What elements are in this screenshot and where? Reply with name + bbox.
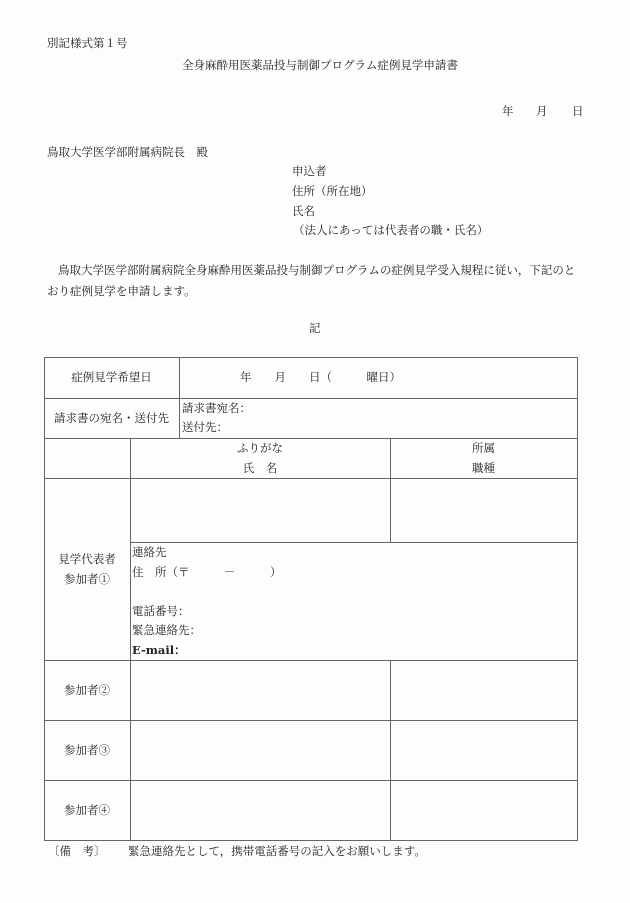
remarks-text: 緊急連絡先として，携帯電話番号の記入をお願いします。 xyxy=(128,844,426,858)
contact-title: 連絡先 xyxy=(132,545,167,559)
participant-2-label: 参加者② xyxy=(64,683,110,697)
desired-date-label: 症例見学希望日 xyxy=(71,370,152,384)
invoice-label: 請求書の宛名・送付先 xyxy=(54,411,169,425)
rep-name-field[interactable] xyxy=(131,479,390,542)
date-month: 月 xyxy=(536,104,548,118)
participant-2-affiliation-field[interactable] xyxy=(391,661,577,720)
applicant-name-label: 氏名 xyxy=(292,204,315,218)
col-header-job: 職種 xyxy=(472,461,495,475)
participant-3-name-field[interactable] xyxy=(131,721,390,780)
participant-4-name-field[interactable] xyxy=(131,781,390,840)
rep-label-line1: 見学代表者 xyxy=(58,552,116,566)
contact-phone-field[interactable]: 電話番号： xyxy=(132,604,190,618)
table-border xyxy=(44,840,578,841)
table-border xyxy=(44,357,578,358)
ki-heading: 記 xyxy=(309,321,321,335)
table-border xyxy=(130,542,578,543)
remarks-label: 〔備 考〕 xyxy=(48,844,106,858)
date-day: 日 xyxy=(572,104,584,118)
col-header-affiliation: 所属 xyxy=(472,441,495,455)
participant-2-name-field[interactable] xyxy=(131,661,390,720)
contact-email-field[interactable]: E-mail： xyxy=(132,643,186,657)
invoice-send-to-field[interactable]: 送付先： xyxy=(182,420,228,434)
page-title: 全身麻酔用医薬品投与制御プログラム症例見学申請書 xyxy=(182,58,458,72)
col-header-name: 氏 名 xyxy=(242,461,278,475)
applicant-address-label: 住所（所在地） xyxy=(292,184,373,198)
participant-4-label: 参加者④ xyxy=(64,803,110,817)
table-border xyxy=(577,357,578,841)
rep-affiliation-field[interactable] xyxy=(391,479,577,542)
table-border xyxy=(44,398,578,399)
applicant-label: 申込者 xyxy=(292,164,327,178)
contact-address-field[interactable]: 住 所（〒 － ） xyxy=(132,565,282,579)
desired-date-field[interactable]: 年 月 日（ 曜日） xyxy=(240,370,401,384)
form-number: 別記様式第１号 xyxy=(47,36,128,50)
participant-3-label: 参加者③ xyxy=(64,743,110,757)
table-border xyxy=(179,357,180,438)
invoice-name-field[interactable]: 請求書宛名： xyxy=(182,401,251,415)
applicant-note: （法人にあっては代表者の職・氏名） xyxy=(293,223,489,237)
body-text-line2: おり症例見学を申請します。 xyxy=(47,284,196,298)
col-header-furigana: ふりがな xyxy=(237,441,283,455)
body-text-line1: 鳥取大学医学部附属病院全身麻酔用医薬品投与制御プログラムの症例見学受入規程に従い，下記のと xyxy=(58,263,576,277)
participant-3-affiliation-field[interactable] xyxy=(391,721,577,780)
table-border xyxy=(44,357,45,841)
addressee: 鳥取大学医学部附属病院長 殿 xyxy=(47,145,208,159)
date-year: 年 xyxy=(502,104,514,118)
participant-4-affiliation-field[interactable] xyxy=(391,781,577,840)
rep-label-line2: 参加者① xyxy=(64,572,110,586)
contact-emergency-field[interactable]: 緊急連絡先： xyxy=(132,623,201,637)
